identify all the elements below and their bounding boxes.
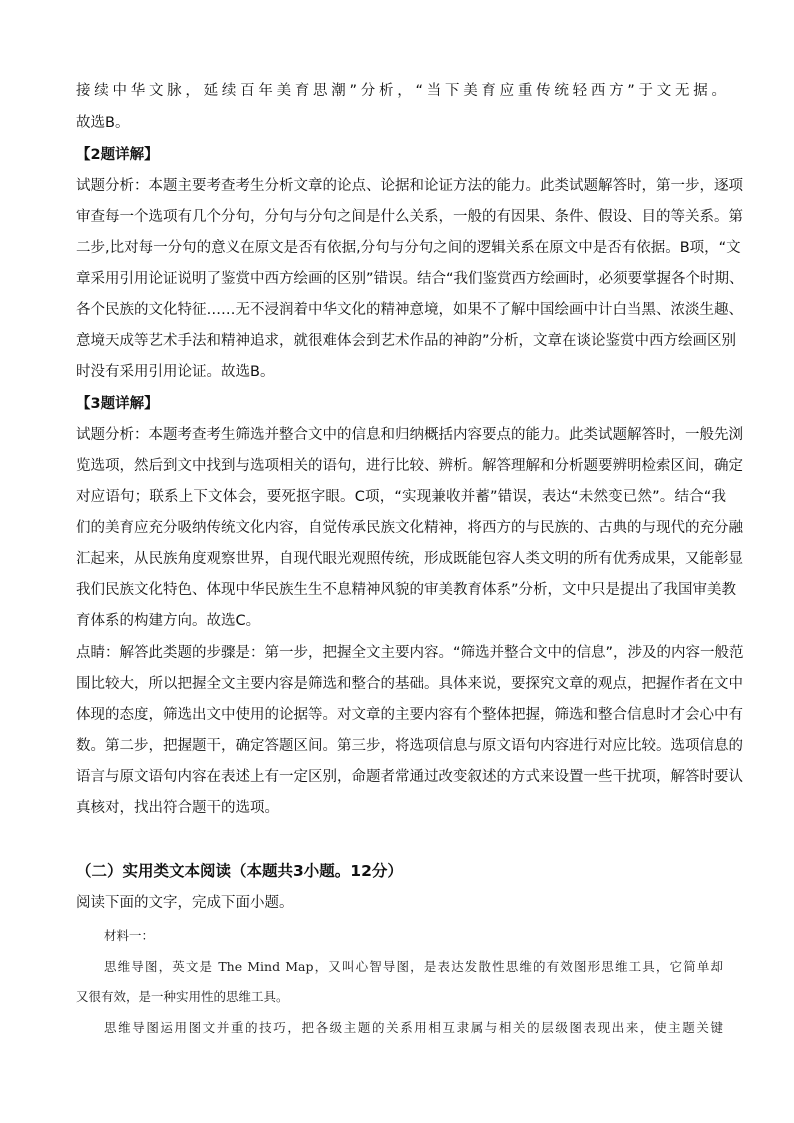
analysis-line: 点睛：解答此类题的步骤是：第一步，把握全文主要内容。“筛选并整合文中的信息”，涉及的内容一般范: [76, 645, 744, 661]
material-label: 材料一：: [104, 928, 155, 943]
analysis-line: 语言与原文语句内容在表述上有一定区别，命题者常通过改变叙述的方式来设置一些干扰项，解答时要认: [76, 769, 743, 785]
analysis-line: 真核对，找出符合题干的选项。: [76, 800, 279, 816]
analysis-line: 们的美育应充分吸纳传统文化内容，自觉传承民族文化精神，将西方的与民族的、古典的与现代的充分融: [76, 520, 743, 536]
analysis-line: 围比较大，所以把握全文主要内容是筛选和整合的基础。具体来说，要探究文章的观点，把握作者在文中: [76, 676, 743, 692]
analysis-line: 试题分析：本题考查考生筛选并整合文中的信息和归纳概括内容要点的能力。此类试题解答时，一般先浏: [76, 427, 743, 443]
section-title: （二）实用类文本阅读（本题共3小题。12分）: [76, 862, 403, 880]
material-line: 思维导图运用图文并重的技巧，把各级主题的关系用相互隶属与相关的层级图表现出来，使主题关键: [104, 1020, 723, 1035]
analysis-line: 接续中华文脉，延续百年美育思潮”分析，“当下美育应重传统轻西方”于文无据。: [76, 83, 726, 99]
analysis-line: 章采用引用论证说明了鉴赏中西方绘画的区别”错误。结合“我们鉴赏西方绘画时，必须要掌握各个时期、: [76, 271, 744, 287]
analysis-line: 我们民族文化特色、体现中华民族生生不息精神风貌的审美教育体系”分析，文中只是提出了我国审美教: [76, 582, 737, 598]
material-line: 又很有效，是一种实用性的思维工具。: [76, 989, 289, 1004]
material-line: 思维导图，英文是 The Mind Map，又叫心智导图，是表达发散性思维的有效图形思维工具，它简单却: [104, 959, 723, 974]
analysis-line: 试题分析：本题主要考查考生分析文章的论点、论据和论证方法的能力。此类试题解答时，第一步，逐项: [76, 178, 743, 194]
analysis-line: 时没有采用引用论证。故选B。: [76, 364, 275, 380]
analysis-line: 汇起来，从民族角度观察世界，自现代眼光观照传统，形成既能包容人类文明的所有优秀成果，又能彰显: [76, 551, 743, 567]
section-instruction: 阅读下面的文字，完成下面小题。: [76, 895, 294, 911]
analysis-line: 故选B。: [76, 115, 130, 131]
analysis-line: 审查每一个选项有几个分句，分句与分句之间是什么关系，一般的有因果、条件、假设、目的等关系。第: [76, 209, 743, 225]
analysis-line: 对应语句；联系上下文体会，要死抠字眼。C项，“实现兼收并蓄”错误，表达“未然变已然”。结合“我: [76, 489, 726, 505]
analysis-line: 育体系的构建方向。故选C。: [76, 613, 261, 629]
question-heading: 【3题详解】: [76, 396, 159, 412]
question-heading: 【2题详解】: [76, 147, 159, 163]
analysis-line: 览选项，然后到文中找到与选项相关的语句，进行比较、辨析。解答理解和分析题要辨明检索区间，确定: [76, 458, 743, 474]
analysis-line: 各个民族的文化特征……无不浸润着中华文化的精神意境，如果不了解中国绘画中计白当黑、浓淡生趣、: [76, 302, 743, 318]
analysis-line: 二步,比对每一分句的意义在原文是否有依据,分句与分句之间的逻辑关系在原文中是否有依据。B项，“文: [76, 240, 741, 256]
analysis-line: 意境天成等艺术手法和精神追求，就很难体会到艺术作品的神韵”分析，文章在谈论鉴赏中西方绘画区别: [76, 333, 737, 349]
analysis-line: 数。第二步，把握题干，确定答题区间。第三步，将选项信息与原文语句内容进行对应比较。选项信息的: [76, 738, 743, 754]
analysis-line: 体现的态度，筛选出文中使用的论据等。对文章的主要内容有个整体把握，筛选和整合信息时才会心中有: [76, 707, 743, 723]
